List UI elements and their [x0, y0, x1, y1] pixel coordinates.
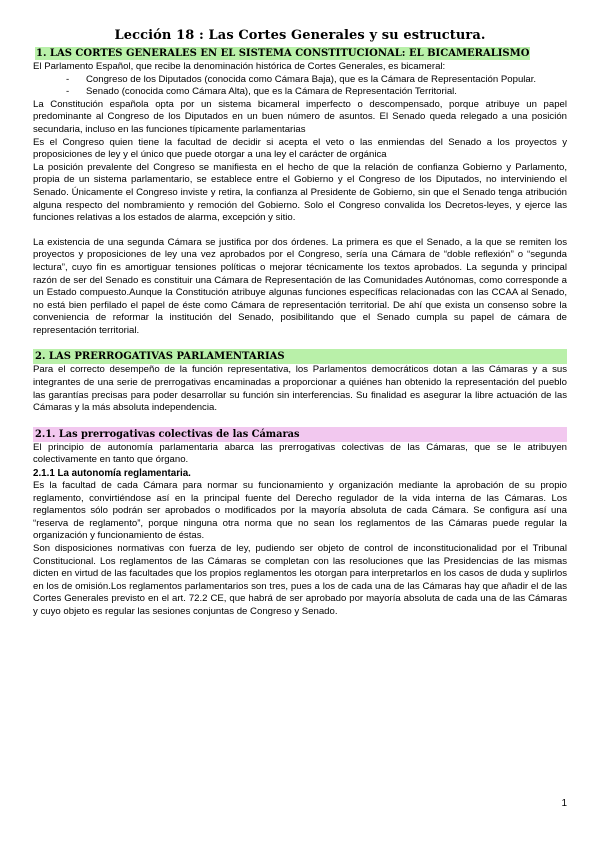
section-2-1-heading: 2.1. Las prerrogativas colectivas de las Cámaras [33, 427, 567, 442]
chamber-list [33, 74, 567, 99]
section-1-heading [33, 46, 567, 61]
list-item: - Congreso de los Diputados (conocida como Cámara Baja), que es la Cámara de Representación Popular. [66, 74, 567, 87]
page-number: 1 [561, 798, 567, 809]
section-1-intro: El Parlamento Español, que recibe la denominación histórica de Cortes Generales, es bicameral: [33, 61, 446, 72]
paragraph: Es el Congreso quien tiene la facultad de decidir si acepta el veto o las enmiendas del Senado a los proyectos y proposiciones de ley y el único que puede otorgar a una ley el carácter de orgánica [33, 136, 567, 161]
paragraph: La posición prevalente del Congreso se manifiesta en el hecho de que la relación de confianza Gobierno y Parlamento, propia de un sistema parlamentario, se establece entre el Gobierno y el Congreso de los Diputados, no interviniendo el Senado. Únicamente el Congreso inviste y retira, la confianza al Presidente de Gobierno, sin que el Senado tenga atribución alguna respecto del nombramiento y remoción del Gobierno. Solo el Congreso convalida los Decretos-leyes, y ejerce las funciones relativas a los estados de alarma, excepción y sitio. [33, 161, 567, 224]
paragraph: La Constitución española opta por un sistema bicameral imperfecto o descompensado, porque atribuye un papel predominante al Congreso de los Diputados en un buen número de asuntos. El Senado queda relegado a una posición secundaria, incluso en las funciones típicamente parlamentarias [33, 98, 567, 135]
paragraph: Es la facultad de cada Cámara para normar su funcionamiento y organización mediante la aprobación de su propio reglamento, convirtiéndose así en la principal fuente del Derecho regulador de la vida interna de las Cámaras. Los reglamentos sólo podrán ser aprobados o modificados por la mayoría absoluta de cada Cámara. Se configura así una “reserva de reglamento”, porque ninguna otra norma que no sean los reglamentos de las Cámaras puede regular la organización y funcionamiento de éstas. [33, 480, 567, 542]
page-title: Lección 18 : Las Cortes Generales y su estructura. [114, 28, 486, 43]
section-1-heading-text: 1. LAS CORTES GENERALES EN EL SISTEMA CONSTITUCIONAL: EL BICAMERALISMO [36, 48, 530, 59]
list-item: - Senado (conocida como Cámara Alta), que es la Cámara de Representación Territorial. [66, 86, 567, 99]
paragraph: La existencia de una segunda Cámara se justifica por dos órdenes. La primera es que el Senado, a la que se remiten los proyectos y proposiciones de ley una vez aprobados por el Congreso, sería una Cámara de “doble reflexión” o “segunda lectura”, cuyo fin es amortiguar tensiones políticas o mejorar técnicamente los textos aprobados. La segunda y principal razón de ser del Senado es constituir una Cámara de Representación de las Comunidades Autónomas, como corresponde a un Estado compuesto.Aunque la Constitución atribuye algunas funciones específicas relacionadas con las CCAA al Senado, no está bien perfilado el papel de éste como Cámara de representación territorial. De ahí que exista un consenso sobre la conveniencia de reformar la institución del Senado, posibilitando que el Senado cumpla su papel de cámara de representación territorial. [33, 236, 567, 336]
paragraph: Para el correcto desempeño de la función representativa, los Parlamentos democráticos dotan a las Cámaras y a sus integrantes de una serie de prerrogativas encaminadas a proporcionar a quiénes han obtenido la representación del pueblo las garantías precisas para poder desarrollar su función sin interferencias. Su finalidad es asegurar la libre actuación de las Cámaras y la más absoluta independencia. [33, 364, 567, 414]
subsection-heading: 2.1.1 La autonomía reglamentaria. [33, 468, 191, 480]
paragraph: El principio de autonomía parlamentaria abarca las prerrogativas colectivas de las Cámaras, que se le atribuyen colectivamente en tanto que órgano. [33, 441, 567, 466]
paragraph: Son disposiciones normativas con fuerza de ley, pudiendo ser objeto de control de inconstitucionalidad por el Tribunal Constitucional. Los reglamentos de las Cámaras se completan con las resoluciones que las Presidencias de las mismas dicten en virtud de las facultades que los propios reglamentos les otorgan para interpretarlos en los casos de duda y suplirlos en los de omisión.Los reglamentos parlamentarios son tres, pues a los de cada una de las Cámaras hay que añadir el de las Cortes Generales previsto en el art. 72.2 CE, que habrá de ser aprobado por mayoría absoluta de cada una de las Cámaras y cuyo objeto es regular las sesiones conjuntas de Congreso y Senado. [33, 543, 567, 617]
section-2-heading: 2. LAS PRERROGATIVAS PARLAMENTARIAS [33, 349, 567, 364]
